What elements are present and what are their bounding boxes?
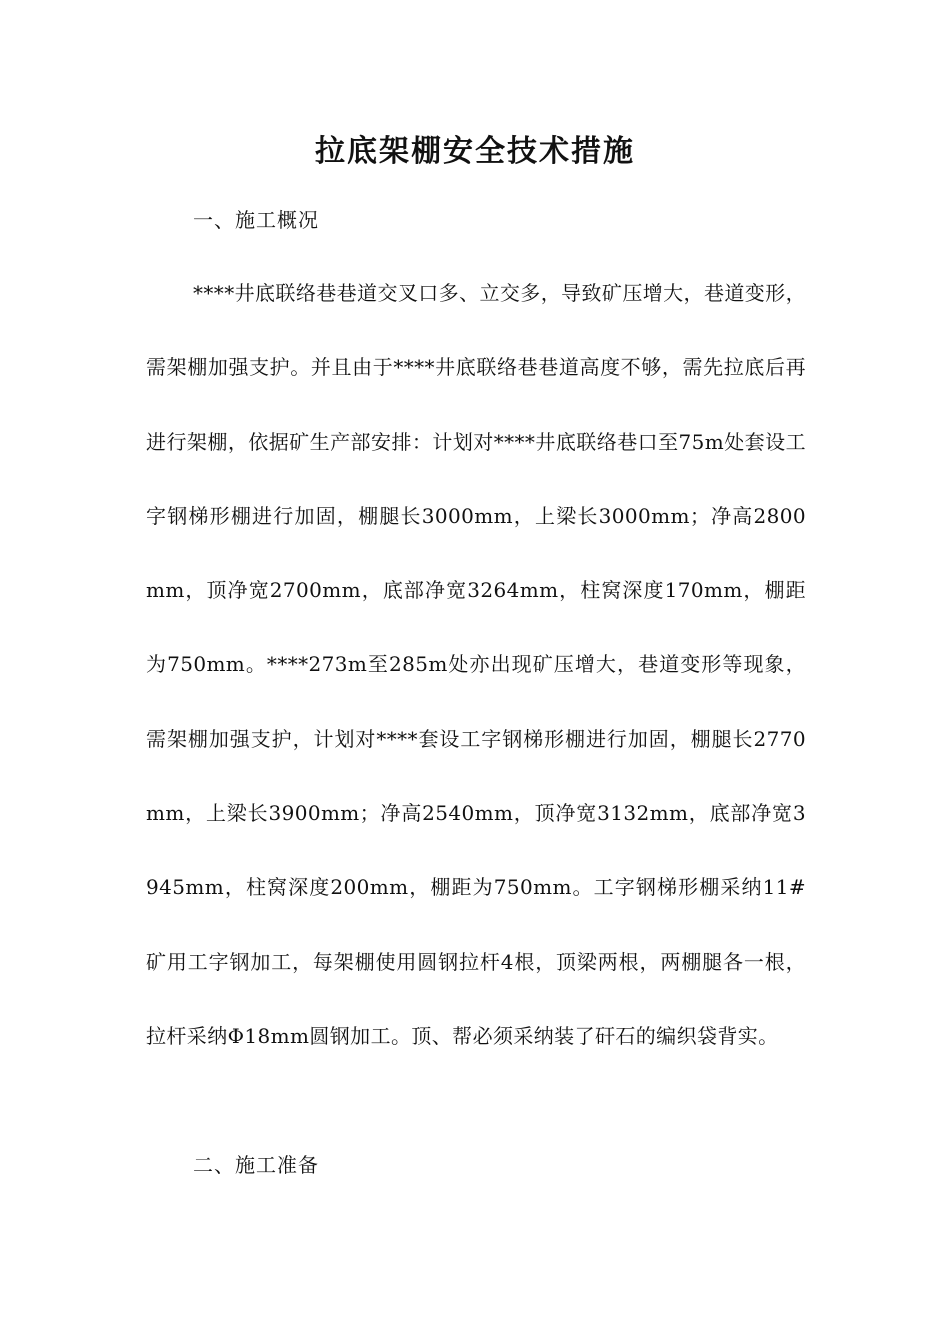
section-body-overview: ****井底联络巷巷道交叉口多、立交多，导致矿压增大，巷道变形，需架棚加强支护。并且由于****井底联络巷巷道高度不够，需先拉底后再进行架棚，依据矿生产部安排：计划对****井底联络巷口至75m处套设工字钢梯形棚进行加固，棚腿长3000mm，上梁长3000mm；净高2800mm，顶净宽2700mm，底部净宽3264mm，柱窝深度170mm，棚距为750mm。****273m至285m处亦出现矿压增大，巷道变形等现象，需架棚加强支护，计划对****套设工字钢梯形棚进行加固，棚腿长2770mm，上梁长3900mm；净高2540mm，顶净宽3132mm，底部净宽3945mm，柱窝深度200mm，棚距为750mm。工字钢梯形棚采纳11#矿用工字钢加工，每架棚使用圆钢拉杆4根，顶梁两根，两棚腿各一根，拉杆采纳Φ18mm圆钢加工。顶、帮必须采纳装了矸石的编织袋背实。 (146, 281, 806, 1048)
document-title: 拉底架棚安全技术措施 (315, 134, 635, 169)
section-heading-overview: 一、施工概况 (193, 208, 319, 232)
section-heading-preparation: 二、施工准备 (193, 1153, 319, 1177)
